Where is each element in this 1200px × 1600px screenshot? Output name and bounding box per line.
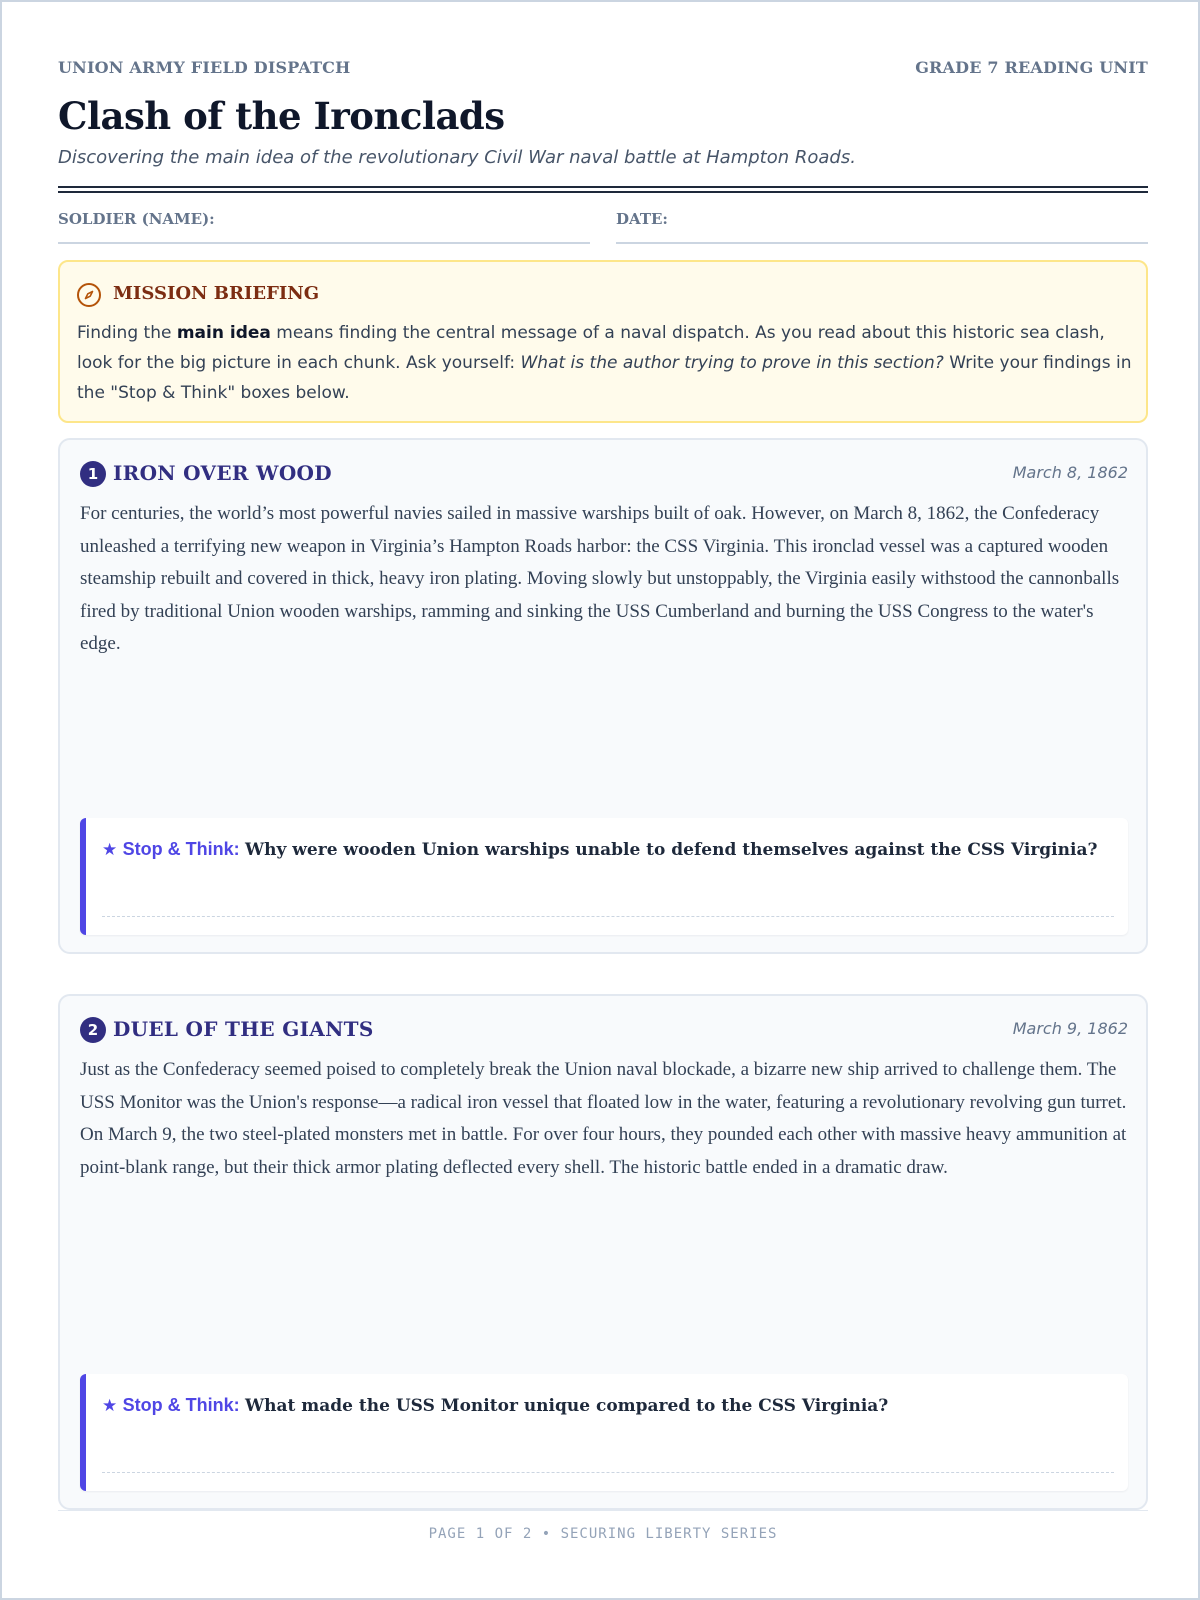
page-subtitle: Discovering the main idea of the revolutionary Civil War naval battle at Hampton Roads. [58,147,856,168]
stop-and-think-prompt [102,839,1097,860]
name-field[interactable] [58,208,590,244]
section-number-badge: 1 [80,461,106,487]
footer-divider [58,1510,1148,1511]
section-date: March 9, 1862 [1012,1019,1128,1038]
section-passage: For centuries, the world’s most powerful navies sailed in massive warships built of oak. However, on March 8, 1862, the Confederacy unleashed a terrifying new weapon in Virginia’s Hampton Roads harbor: the CSS Virginia. This ironclad vessel was a captured wooden steamship rebuilt and covered in thick, heavy iron plating. Moving slowly but unstoppably, the Virginia easily withstood the cannonballs fired by traditional Union wooden warships, ramming and sinking the USS Cumberland and burning the USS Congress to the water's edge. [80,503,1120,654]
mission-briefing-box [58,260,1148,423]
section-date: March 8, 1862 [1012,463,1128,482]
stop-and-think-label: Stop & Think: [122,839,240,859]
date-label: DATE: [616,210,668,228]
stop-and-think-label: Stop & Think: [122,1395,240,1415]
stop-and-think-question: Why were wooden Union warships unable to defend themselves against the CSS Virginia? [245,840,1098,860]
answer-line[interactable] [102,1472,1114,1473]
section-number-badge: 2 [80,1017,106,1043]
series-kicker: UNION ARMY FIELD DISPATCH [58,58,351,77]
answer-line[interactable] [102,916,1114,917]
name-label: SOLDIER (NAME): [58,210,215,228]
briefing-text-part: Write your findings in the "Stop & Think" boxes below. [77,353,1132,403]
briefing-text-part: means finding the central message of a naval dispatch. As you read about this historic sea clash, look for the big picture in each chunk. Ask yourself: [77,323,1105,373]
star-icon: ★ [102,840,118,860]
section-title: DUEL OF THE GIANTS [113,1017,374,1041]
briefing-text-italic: What is the author trying to prove in this section? [520,353,944,373]
stop-and-think-box [80,1374,1128,1491]
header-kicker-row [58,58,1148,82]
reading-section-2 [58,994,1148,1510]
stop-and-think-prompt [102,1395,888,1416]
section-header [80,460,1128,490]
page-title: Clash of the Ironclads [58,94,505,138]
stop-and-think-question: What made the USS Monitor unique compared to the CSS Virginia? [245,1396,889,1416]
grade-kicker: GRADE 7 READING UNIT [915,58,1148,77]
briefing-title: MISSION BRIEFING [113,283,320,304]
section-passage: Just as the Confederacy seemed poised to completely break the Union naval blockade, a bizarre new ship arrived to challenge them. The USS Monitor was the Union's response—a radical iron vessel that floated low in the water, featuring a revolutionary revolving gun turret. On March 9, the two steel-plated monsters met in battle. For over four hours, they pounded each other with massive heavy ammunition at point-blank range, but their thick armor plating deflected every shell. The historic battle ended in a dramatic draw. [80,1059,1127,1178]
section-header [80,1016,1128,1046]
stop-and-think-box [80,818,1128,935]
star-icon: ★ [102,1396,118,1416]
date-field[interactable] [616,208,1148,244]
section-title: IRON OVER WOOD [113,461,332,485]
briefing-text [77,318,1133,408]
header-divider [58,186,1148,193]
briefing-text-part: Finding the [77,323,177,343]
reading-section-1 [58,438,1148,954]
page-footer: PAGE 1 OF 2 • SECURING LIBERTY SERIES [428,1526,778,1542]
briefing-text-bold: main idea [176,323,271,343]
compass-icon [77,283,101,307]
